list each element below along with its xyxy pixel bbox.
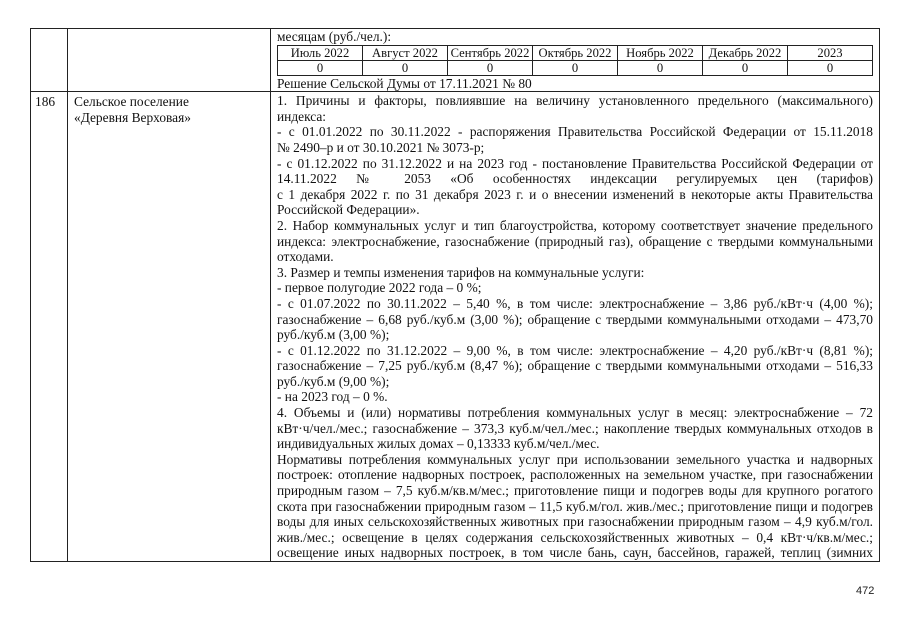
- settlement-name: [68, 92, 271, 562]
- tariff-table: [30, 28, 880, 562]
- description-line: руб./куб.м (9,00 %);: [277, 373, 390, 389]
- description-line: Российской Федерации».: [277, 202, 420, 218]
- description-line: газоснабжение – 7,25 руб./куб.м (8,47 %); обращение с твердыми коммунальными отходами – 516,33: [277, 358, 873, 374]
- description-line: индекса: электроснабжение, газоснабжение (природный газ), обращение с твердыми коммунальными: [277, 233, 873, 249]
- month-value: 0: [618, 60, 703, 75]
- month-header: Октябрь 2022: [533, 45, 618, 60]
- description-line: освещение иных надворных построек, в том числе бань, саун, бассейнов, гаражей, теплиц (зимних: [277, 545, 873, 561]
- description-line: кВт·ч/чел./мес.; газоснабжение – 373,3 куб.м/чел./мес.; накопление твердых коммунальных отходов в: [277, 420, 873, 436]
- month-value: 0: [533, 60, 618, 75]
- description-line: индивидуальных жилых домах – 0,13333 куб.м/чел./мес.: [277, 436, 600, 452]
- month-value: 0: [448, 60, 533, 75]
- description-line: природным газом – 7,5 куб.м/кв.м/мес.; приготовление пищи и подогрев воды для крупного рогатого: [277, 483, 873, 499]
- table-row: [31, 29, 880, 92]
- description-line: 14.11.2022 № 2053 «Об особенностях индексации регулируемых цен (тарифов): [277, 171, 873, 187]
- description-line: - с 01.12.2022 по 31.12.2022 – 9,00 %, в том числе: электроснабжение – 4,20 руб./кВт·ч (8,81 %);: [277, 342, 873, 358]
- description-line: № 2490–р и от 30.10.2021 № 3073-р;: [277, 139, 485, 155]
- description-line: построек: отопление надворных построек, расположенных на земельном участке, при газоснабжении: [277, 467, 873, 483]
- month-value: 0: [703, 60, 788, 75]
- settlement-name-line: «Деревня Верховая»: [74, 109, 191, 125]
- settlement-name-line: Сельское поселение: [74, 94, 189, 110]
- description-line: газоснабжение – 6,68 руб./куб.м (3,00 %); обращение с твердыми коммунальными отходами – 473,70: [277, 311, 873, 327]
- empty-cell: [31, 29, 68, 92]
- month-value: 0: [278, 60, 363, 75]
- description-line: 3. Размер и темпы изменения тарифов на коммунальные услуги:: [277, 264, 645, 280]
- month-header: Август 2022: [363, 45, 448, 60]
- description-line: руб./куб.м (3,00 %);: [277, 327, 390, 343]
- description-line: - на 2023 год – 0 %.: [277, 389, 388, 405]
- month-header: Декабрь 2022: [703, 45, 788, 60]
- description-line: с 1 декабря 2022 г. по 31 декабря 2023 г. и о внесении изменений в некоторые акты Правительства: [277, 186, 873, 202]
- month-header: Ноябрь 2022: [618, 45, 703, 60]
- description-line: воды для иных сельскохозяйственных животных при газоснабжении природным газом – 4,9 куб.м/гол.: [277, 514, 873, 530]
- description-line: 1. Причины и факторы, повлиявшие на величину установленного предельного (максимального) индекса:: [277, 93, 873, 124]
- description-line: - первое полугодие 2022 года – 0 %;: [277, 280, 482, 296]
- month-value: 0: [363, 60, 448, 75]
- row-number: 186: [31, 92, 68, 562]
- description-cell: [271, 92, 880, 562]
- decision-text: Решение Сельской Думы от 17.11.2021 № 80: [277, 75, 532, 91]
- months-header-row: [278, 45, 873, 60]
- empty-cell: [68, 29, 271, 92]
- page-number: 472: [856, 585, 875, 597]
- description-line: - с 01.07.2022 по 30.11.2022 – 5,40 %, в том числе: электроснабжение – 3,86 руб./кВт·ч (4,00 %);: [277, 295, 873, 311]
- description-line: Нормативы потребления коммунальных услуг при использовании земельного участка и надворных: [277, 451, 873, 467]
- continuation-cell: [271, 29, 880, 92]
- description-line: 2. Набор коммунальных услуг и тип благоустройства, которому соответствует значение предельного: [277, 217, 873, 233]
- intro-text: месяцам (руб./чел.):: [277, 29, 392, 44]
- description-line: жив./мес.; освещение в целях содержания сельскохозяйственных животных – 0,4 кВт·ч/кв.м/мес.;: [277, 529, 873, 545]
- month-header: Сентябрь 2022: [448, 45, 533, 60]
- description-text: [277, 93, 873, 561]
- monthly-values-table: [277, 45, 873, 76]
- description-line: 4. Объемы и (или) нормативы потребления коммунальных услуг в месяц: электроснабжение – 72: [277, 405, 873, 421]
- description-line: скота при газоснабжении природным газом – 11,5 куб.м/гол. жив./мес.; приготовление пищи и подогрев: [277, 498, 873, 514]
- description-line: - с 01.01.2022 по 30.11.2022 - распоряжения Правительства Российской Федерации от 15.11.2018: [277, 124, 873, 140]
- month-header: Июль 2022: [278, 45, 363, 60]
- description-line: - с 01.12.2022 по 31.12.2022 и на 2023 год - постановление Правительства Российской Федерации от: [277, 155, 873, 171]
- month-header: 2023: [788, 45, 873, 60]
- month-value: 0: [788, 60, 873, 75]
- table-row: [31, 92, 880, 562]
- values-row: [278, 60, 873, 75]
- description-line: отходами.: [277, 249, 334, 265]
